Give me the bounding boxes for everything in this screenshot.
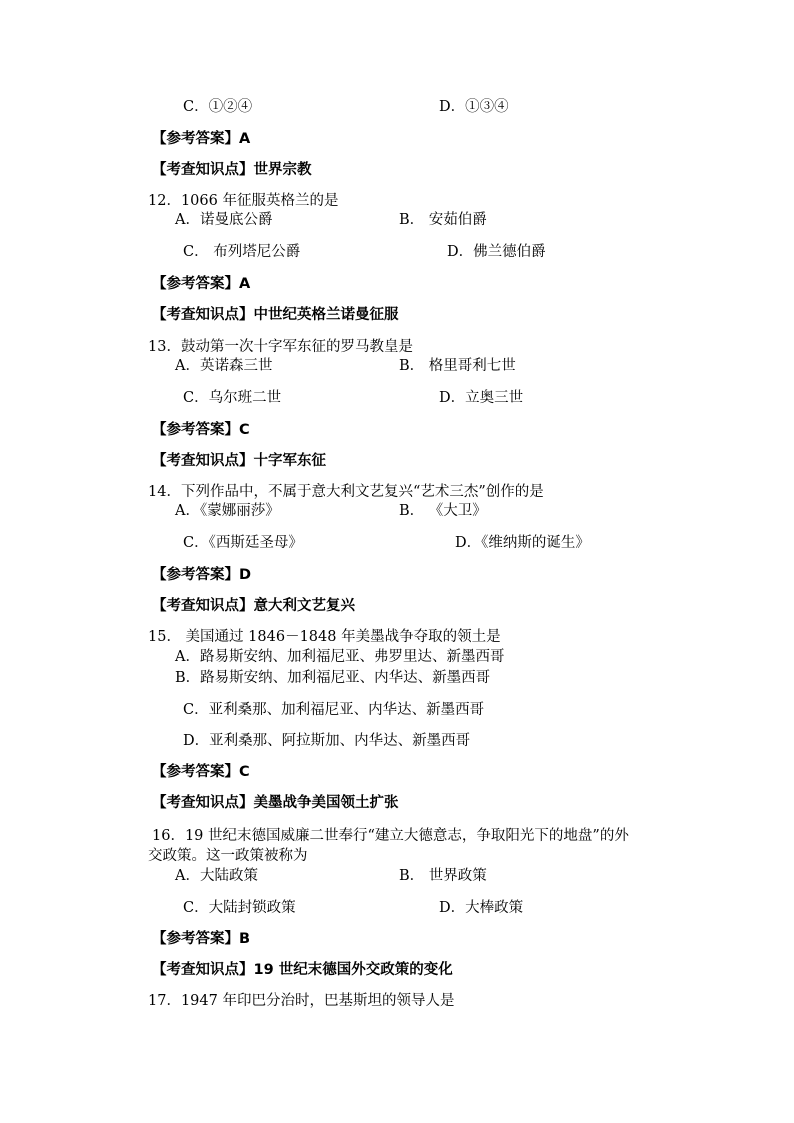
question-15: 15． 美国通过 1846－1848 年美墨战争夺取的领土是: [148, 629, 501, 645]
option-d: D．大棒政策: [439, 900, 524, 916]
option-a: A．诺曼底公爵: [175, 212, 273, 228]
reference-answer: 【参考答案】A: [152, 276, 251, 292]
question-14: 14．下列作品中，不属于意大利文艺复兴“艺术三杰”创作的是: [148, 484, 544, 500]
option-a: A．路易斯安纳、加利福尼亚、弗罗里达、新墨西哥: [175, 649, 505, 665]
question-16-continued: 交政策。这一政策被称为: [148, 848, 308, 864]
knowledge-point: 【考查知识点】中世纪英格兰诺曼征服: [152, 307, 399, 323]
option-b: B． 格里哥利七世: [399, 358, 516, 374]
knowledge-point: 【考查知识点】19 世纪末德国外交政策的变化: [152, 962, 453, 978]
option-b: B．路易斯安纳、加利福尼亚、内华达、新墨西哥: [175, 670, 491, 686]
option-c: C．乌尔班二世: [183, 390, 282, 406]
question-16: 16．19 世纪末德国威廉二世奉行“建立大德意志，争取阳光下的地盘”的外: [152, 828, 629, 844]
option-c: C．大陆封锁政策: [183, 900, 296, 916]
option-a: A．大陆政策: [175, 868, 258, 884]
option-a: A．《蒙娜丽莎》: [175, 503, 280, 519]
reference-answer: 【参考答案】C: [152, 422, 250, 438]
option-d: D．立奥三世: [439, 390, 524, 406]
reference-answer: 【参考答案】D: [152, 567, 252, 583]
knowledge-point: 【考查知识点】世界宗教: [152, 162, 312, 178]
option-b: B． 安茹伯爵: [399, 212, 487, 228]
knowledge-point: 【考查知识点】意大利文艺复兴: [152, 598, 355, 614]
question-12: 12．1066 年征服英格兰的是: [148, 193, 339, 209]
option-b: B． 世界政策: [399, 868, 487, 884]
option-c: C．①②④: [183, 99, 253, 115]
option-d: D．①③④: [439, 99, 509, 115]
option-d: D．佛兰德伯爵: [447, 244, 546, 260]
option-d: D．《维纳斯的诞生》: [455, 535, 590, 551]
option-b: B． 《大卫》: [399, 503, 487, 519]
option-d: D．亚利桑那、阿拉斯加、内华达、新墨西哥: [183, 733, 471, 749]
reference-answer: 【参考答案】A: [152, 131, 251, 147]
knowledge-point: 【考查知识点】十字军东征: [152, 453, 326, 469]
knowledge-point: 【考查知识点】美墨战争美国领土扩张: [152, 795, 399, 811]
reference-answer: 【参考答案】B: [152, 931, 251, 947]
question-13: 13．鼓动第一次十字军东征的罗马教皇是: [148, 339, 413, 355]
reference-answer: 【参考答案】C: [152, 764, 250, 780]
option-a: A．英诺森三世: [175, 358, 273, 374]
option-c: C．《西斯廷圣母》: [183, 535, 303, 551]
option-c: C． 布列塔尼公爵: [183, 244, 301, 260]
question-17: 17．1947 年印巴分治时，巴基斯坦的领导人是: [148, 993, 455, 1009]
option-c: C．亚利桑那、加利福尼亚、内华达、新墨西哥: [183, 702, 485, 718]
